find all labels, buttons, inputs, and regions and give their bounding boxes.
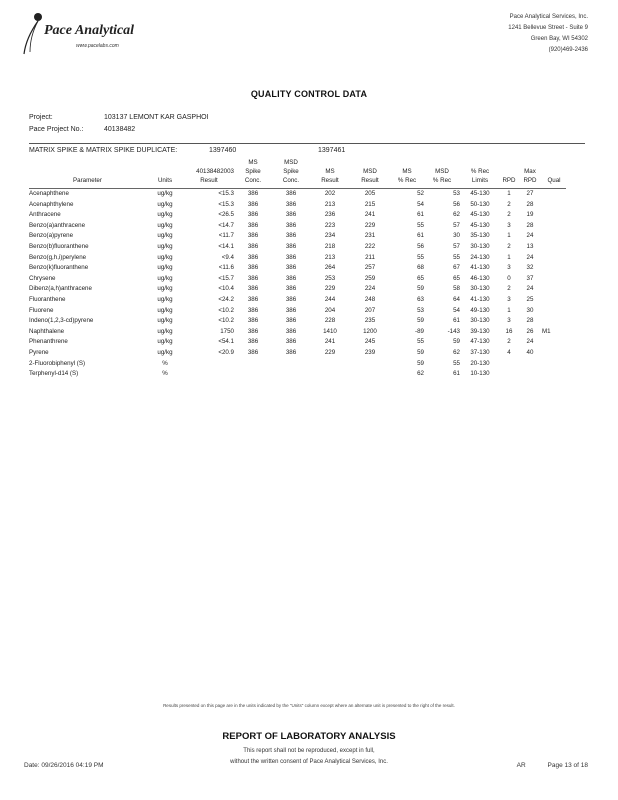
- units-cell: ug/kg: [157, 211, 173, 219]
- limits-cell: 20-130: [470, 359, 490, 367]
- ms-result-cell: 264: [324, 264, 336, 272]
- sample-result-cell: <14.7: [218, 221, 234, 229]
- msd-rec-cell: 61: [453, 317, 460, 325]
- msd-spike-cell: 386: [285, 306, 297, 314]
- ms-rec-cell: 65: [417, 274, 424, 282]
- lab-phone: (920)469-2436: [548, 47, 588, 53]
- rpd-cell: 1: [507, 190, 511, 197]
- table-row: [29, 274, 566, 285]
- units-cell: %: [162, 359, 168, 367]
- rpd-cell: 3: [507, 221, 511, 229]
- ms-rec-cell: 68: [417, 264, 424, 272]
- param-cell: Benzo(a)anthracene: [29, 221, 86, 229]
- param-cell: Fluoranthene: [29, 295, 66, 303]
- sample-result-cell: <9.4: [221, 253, 234, 261]
- msd-result-cell: 235: [364, 317, 376, 325]
- param-cell: Benzo(b)fluoranthene: [29, 242, 89, 250]
- ms-result-cell: 223: [324, 221, 336, 229]
- units-footnote: Results presented on this page are in the units indicated by the "Units" column except where an alternate unit is presented to the right of the result.: [163, 703, 455, 708]
- qual-cell: [542, 337, 566, 348]
- sample-result-cell: <54.1: [218, 338, 234, 346]
- table-row: [29, 369, 566, 380]
- msd-spike-cell: [272, 369, 310, 380]
- ms-result-cell: 228: [324, 317, 336, 325]
- pace-project-label: Pace Project No.:: [29, 126, 84, 133]
- qual-cell: [542, 221, 566, 232]
- msd-result-cell: 257: [364, 264, 376, 272]
- msd-spike-cell: 386: [285, 317, 297, 325]
- limits-cell: 30-130: [470, 317, 490, 325]
- msd-rec-cell: 62: [453, 211, 460, 219]
- max-rpd-cell: 24: [526, 338, 534, 346]
- qual-cell: [542, 231, 566, 242]
- units-cell: ug/kg: [157, 295, 173, 303]
- qual-cell: [542, 263, 566, 274]
- ms-spike-cell: 386: [247, 242, 259, 250]
- msd-rec-cell: 61: [453, 370, 460, 378]
- sample-result-cell: [184, 369, 234, 380]
- table-row: [29, 359, 566, 370]
- max-rpd-cell: 26: [526, 327, 534, 335]
- table-row: [29, 210, 566, 221]
- col-max-rpd: Max RPD: [523, 168, 537, 184]
- max-rpd-cell: 24: [526, 285, 534, 293]
- ms-result-cell: 218: [324, 242, 336, 250]
- table-row: [29, 263, 566, 274]
- lab-name: Pace Analytical Services, Inc.: [509, 14, 588, 20]
- limits-cell: 45-130: [470, 211, 490, 219]
- rpd-cell: 2: [507, 211, 511, 219]
- sample-result-cell: 1750: [220, 327, 234, 335]
- ms-spike-cell: 386: [247, 295, 259, 303]
- max-rpd-cell: 19: [526, 211, 534, 219]
- table-row: [29, 316, 566, 327]
- col-ms-result: MS Result: [321, 168, 339, 184]
- qual-cell: [542, 242, 566, 253]
- limits-cell: 30-130: [470, 242, 490, 250]
- qc-data-table: [29, 158, 566, 380]
- report-disclaimer-line2: without the written consent of Pace Analytical Services, Inc.: [230, 759, 388, 765]
- col-msd-result: MSD Result: [361, 168, 379, 184]
- max-rpd-cell: 32: [526, 264, 534, 272]
- sample-result-cell: <10.2: [218, 317, 234, 325]
- units-cell: ug/kg: [157, 221, 173, 229]
- msd-rec-cell: 53: [453, 190, 460, 197]
- rpd-cell: 2: [507, 285, 511, 293]
- ms-rec-cell: 59: [417, 317, 424, 325]
- msd-result-cell: [350, 369, 390, 380]
- sample-result-cell: <20.9: [218, 348, 234, 356]
- msd-result-cell: 239: [364, 348, 376, 356]
- max-rpd-cell: 28: [526, 317, 534, 325]
- rpd-cell: 1: [507, 253, 511, 261]
- ms-rec-cell: 61: [417, 232, 424, 240]
- msd-rec-cell: 59: [453, 338, 460, 346]
- msd-spike-cell: 386: [285, 221, 297, 229]
- ms-result-cell: 202: [324, 190, 336, 197]
- ms-result-cell: [310, 359, 350, 370]
- msd-spike-cell: 386: [285, 242, 297, 250]
- units-cell: ug/kg: [157, 232, 173, 240]
- msd-result-cell: [350, 359, 390, 370]
- msd-rec-cell: 62: [453, 348, 460, 356]
- col-sample-result: 40138482003 Result: [196, 168, 234, 184]
- report-date: Date: 09/26/2016 04:19 PM: [24, 762, 104, 769]
- rpd-cell: 0: [507, 274, 511, 282]
- rpd-cell: 1: [507, 232, 511, 240]
- ms-rec-cell: 54: [417, 200, 424, 208]
- qual-cell: [542, 316, 566, 327]
- section-divider: [29, 143, 585, 144]
- pace-logo-website: www.pacelabs.com: [76, 43, 119, 49]
- ms-result-cell: 229: [324, 348, 336, 356]
- sample-result-cell: <10.2: [218, 306, 234, 314]
- ms-spike-cell: 386: [247, 221, 259, 229]
- units-cell: ug/kg: [157, 338, 173, 346]
- msd-result-cell: 205: [364, 190, 376, 197]
- sample-result-cell: <15.7: [218, 274, 234, 282]
- ms-spike-cell: 386: [247, 317, 259, 325]
- rpd-cell: [500, 359, 518, 370]
- col-parameter: Parameter: [73, 177, 102, 184]
- param-cell: Benzo(k)fluoranthene: [29, 264, 89, 272]
- pace-project-value: 40138482: [104, 126, 136, 133]
- ms-spike-cell: 386: [247, 274, 259, 282]
- rpd-cell: 2: [507, 200, 511, 208]
- msd-result-cell: 207: [364, 306, 376, 314]
- msd-spike-cell: 386: [285, 211, 297, 219]
- lab-city: Green Bay, WI 54302: [530, 36, 588, 42]
- ms-result-cell: [310, 369, 350, 380]
- table-row: [29, 337, 566, 348]
- ms-result-cell: 213: [324, 253, 336, 261]
- units-cell: ug/kg: [157, 190, 173, 197]
- limits-cell: 10-130: [470, 370, 490, 378]
- param-cell: Acenaphthylene: [29, 200, 74, 208]
- col-msd-spike-conc: MSD Spike Conc.: [282, 159, 300, 184]
- limits-cell: 45-130: [470, 190, 490, 197]
- msd-rec-cell: 65: [453, 274, 460, 282]
- rpd-cell: 3: [507, 317, 511, 325]
- sample-result-cell: <15.3: [218, 190, 234, 197]
- ms-spike-cell: 386: [247, 338, 259, 346]
- limits-cell: 37-130: [470, 348, 490, 356]
- msd-rec-cell: 57: [453, 242, 460, 250]
- col-msd-rec: MSD % Rec: [432, 168, 452, 184]
- col-qual: Qual: [547, 177, 561, 184]
- sample-result-cell: <11.7: [218, 232, 234, 240]
- msd-spike-cell: 386: [285, 348, 297, 356]
- msd-rec-cell: 56: [453, 200, 460, 208]
- max-rpd-cell: 13: [526, 242, 534, 250]
- ms-spike-cell: 386: [247, 285, 259, 293]
- units-cell: ug/kg: [157, 327, 173, 335]
- table-row: [29, 295, 566, 306]
- qual-cell: [542, 210, 566, 221]
- rpd-cell: 3: [507, 264, 511, 272]
- max-rpd-cell: [518, 369, 542, 380]
- max-rpd-cell: 37: [526, 274, 534, 282]
- limits-cell: 49-130: [470, 306, 490, 314]
- project-value: 103137 LEMONT KAR GASPHOI: [104, 114, 209, 121]
- table-header-row: [29, 158, 566, 185]
- msd-rec-cell: 64: [453, 295, 460, 303]
- ms-spike-cell: [234, 359, 272, 370]
- param-cell: Naphthalene: [29, 327, 65, 335]
- ms-rec-cell: 63: [417, 295, 424, 303]
- param-cell: Benzo(a)pyrene: [29, 232, 74, 240]
- rpd-cell: 1: [507, 306, 511, 314]
- col-rec-limits: % Rec Limits: [470, 168, 490, 184]
- ms-rec-cell: 53: [417, 306, 424, 314]
- page-number: Page 13 of 18: [547, 762, 588, 769]
- ms-sample-id: 1397460: [209, 147, 237, 154]
- table-row: [29, 242, 566, 253]
- limits-cell: 39-130: [470, 327, 490, 335]
- col-rpd: RPD: [502, 177, 516, 184]
- qual-cell: [542, 200, 566, 211]
- msd-rec-cell: 67: [453, 264, 460, 272]
- param-cell: Benzo(g,h,i)perylene: [29, 253, 87, 261]
- ms-result-cell: 241: [324, 338, 336, 346]
- limits-cell: 47-130: [470, 338, 490, 346]
- limits-cell: 24-130: [470, 253, 490, 261]
- msd-result-cell: 259: [364, 274, 376, 282]
- ms-result-cell: 244: [324, 295, 336, 303]
- limits-cell: 35-130: [470, 232, 490, 240]
- units-cell: ug/kg: [157, 264, 173, 272]
- units-cell: ug/kg: [157, 285, 173, 293]
- table-row: [29, 221, 566, 232]
- ms-spike-cell: 386: [247, 232, 259, 240]
- msd-rec-cell: 55: [453, 253, 460, 261]
- msd-rec-cell: 30: [453, 232, 460, 240]
- limits-cell: 41-130: [470, 264, 490, 272]
- table-row: [29, 348, 566, 359]
- ms-rec-cell: -89: [415, 327, 424, 335]
- msd-rec-cell: -143: [447, 327, 460, 335]
- msd-spike-cell: 386: [285, 274, 297, 282]
- col-ms-spike-conc: MS Spike Conc.: [244, 159, 262, 184]
- sample-result-cell: <10.4: [218, 285, 234, 293]
- rpd-cell: [500, 369, 518, 380]
- units-cell: %: [162, 370, 168, 378]
- max-rpd-cell: 28: [526, 221, 534, 229]
- limits-cell: 41-130: [470, 295, 490, 303]
- ms-result-cell: 1410: [323, 327, 337, 335]
- sample-result-cell: <24.2: [218, 295, 234, 303]
- max-rpd-cell: 28: [526, 200, 534, 208]
- ms-rec-cell: 55: [417, 338, 424, 346]
- table-row: [29, 327, 566, 338]
- msd-sample-id: 1397461: [318, 147, 346, 154]
- msd-spike-cell: [272, 359, 310, 370]
- ms-rec-cell: 56: [417, 242, 424, 250]
- param-cell: Pyrene: [29, 348, 49, 356]
- ms-rec-cell: 59: [417, 359, 424, 367]
- msd-spike-cell: 386: [285, 285, 297, 293]
- units-cell: ug/kg: [157, 348, 173, 356]
- param-cell: Phenanthrene: [29, 338, 68, 346]
- ms-result-cell: 213: [324, 200, 336, 208]
- param-cell: Terphenyl-d14 (S): [29, 370, 79, 378]
- max-rpd-cell: 30: [526, 306, 534, 314]
- units-cell: ug/kg: [157, 317, 173, 325]
- ms-rec-cell: 52: [417, 190, 424, 197]
- param-cell: Acenaphthene: [29, 190, 69, 197]
- param-cell: Indeno(1,2,3-cd)pyrene: [29, 317, 94, 325]
- page-footer: [517, 762, 588, 769]
- units-cell: ug/kg: [157, 253, 173, 261]
- sample-result-cell: [184, 359, 234, 370]
- qual-cell: M1: [542, 327, 551, 335]
- ms-rec-cell: 55: [417, 221, 424, 229]
- qual-cell: [542, 295, 566, 306]
- rpd-cell: 16: [505, 327, 513, 335]
- msd-result-cell: 224: [364, 285, 376, 293]
- msd-result-cell: 241: [364, 211, 376, 219]
- pace-logo-text: Pace Analytical: [44, 23, 135, 38]
- table-row: [29, 284, 566, 295]
- max-rpd-cell: 27: [526, 190, 534, 197]
- report-title: REPORT OF LABORATORY ANALYSIS: [222, 731, 396, 742]
- msd-rec-cell: 55: [453, 359, 460, 367]
- qual-cell: [542, 306, 566, 317]
- ms-spike-cell: 386: [247, 264, 259, 272]
- msd-result-cell: 231: [364, 232, 376, 240]
- max-rpd-cell: 25: [526, 295, 534, 303]
- msd-spike-cell: 386: [285, 327, 297, 335]
- sample-result-cell: <11.6: [218, 264, 234, 272]
- limits-cell: 30-130: [470, 285, 490, 293]
- ms-rec-cell: 61: [417, 211, 424, 219]
- rpd-cell: 4: [507, 348, 511, 356]
- ms-result-cell: 234: [324, 232, 336, 240]
- msd-rec-cell: 54: [453, 306, 460, 314]
- msd-spike-cell: 386: [285, 190, 297, 197]
- ms-spike-cell: 386: [247, 190, 259, 197]
- msd-spike-cell: 386: [285, 253, 297, 261]
- ms-spike-cell: 386: [247, 306, 259, 314]
- units-cell: ug/kg: [157, 242, 173, 250]
- ms-rec-cell: 62: [417, 370, 424, 378]
- qual-cell: [542, 274, 566, 285]
- sample-result-cell: <14.1: [218, 242, 234, 250]
- msd-result-cell: 248: [364, 295, 376, 303]
- max-rpd-cell: [518, 359, 542, 370]
- msd-result-cell: 211: [365, 253, 375, 261]
- ms-result-cell: 204: [324, 306, 336, 314]
- table-row: [29, 189, 566, 200]
- col-ms-rec: MS % Rec: [397, 168, 417, 184]
- analyst-initials: AR: [516, 762, 526, 769]
- project-label: Project:: [29, 114, 53, 121]
- qual-cell: [542, 359, 566, 370]
- ms-result-cell: 253: [324, 274, 336, 282]
- qual-cell: [542, 369, 566, 380]
- msd-spike-cell: 386: [285, 264, 297, 272]
- table-row: [29, 231, 566, 242]
- max-rpd-cell: 24: [526, 253, 534, 261]
- qual-cell: [542, 253, 566, 264]
- lab-address-block: [508, 12, 588, 56]
- ms-spike-cell: 386: [247, 327, 259, 335]
- msd-spike-cell: 386: [285, 295, 297, 303]
- param-cell: Anthracene: [29, 211, 61, 219]
- rpd-cell: 2: [507, 338, 511, 346]
- ms-rec-cell: 59: [417, 348, 424, 356]
- ms-spike-cell: 386: [247, 211, 259, 219]
- ms-spike-cell: 386: [247, 253, 259, 261]
- msd-spike-cell: 386: [285, 200, 297, 208]
- param-cell: 2-Fluorobiphenyl (S): [29, 359, 86, 367]
- ms-spike-cell: 386: [247, 200, 259, 208]
- msd-rec-cell: 57: [453, 221, 460, 229]
- rpd-cell: 3: [507, 295, 511, 303]
- param-cell: Dibenz(a,h)anthracene: [29, 285, 92, 293]
- ms-rec-cell: 59: [417, 285, 424, 293]
- col-units: Units: [157, 177, 173, 184]
- msd-result-cell: 215: [364, 200, 376, 208]
- msd-spike-cell: 386: [285, 232, 297, 240]
- qual-cell: [542, 189, 566, 200]
- table-row: [29, 200, 566, 211]
- ms-result-cell: 236: [324, 211, 336, 219]
- table-row: [29, 253, 566, 264]
- param-cell: Chrysene: [29, 274, 56, 282]
- sample-result-cell: <26.5: [218, 211, 234, 219]
- msd-spike-cell: 386: [285, 338, 297, 346]
- ms-rec-cell: 55: [417, 253, 424, 261]
- units-cell: ug/kg: [157, 200, 173, 208]
- ms-spike-cell: [234, 369, 272, 380]
- max-rpd-cell: 24: [526, 232, 534, 240]
- matrix-spike-label: MATRIX SPIKE & MATRIX SPIKE DUPLICATE:: [29, 147, 178, 154]
- page-title: QUALITY CONTROL DATA: [250, 89, 368, 99]
- msd-result-cell: 1200: [363, 327, 377, 335]
- limits-cell: 50-130: [470, 200, 490, 208]
- qual-cell: [542, 348, 566, 359]
- msd-result-cell: 229: [364, 221, 376, 229]
- max-rpd-cell: 40: [526, 348, 534, 356]
- msd-rec-cell: 58: [453, 285, 460, 293]
- report-disclaimer-line1: This report shall not be reproduced, except in full,: [243, 748, 375, 754]
- ms-result-cell: 229: [324, 285, 336, 293]
- sample-result-cell: <15.3: [218, 200, 234, 208]
- table-row: [29, 306, 566, 317]
- rpd-cell: 2: [507, 242, 511, 250]
- lab-street: 1241 Bellevue Street - Suite 9: [508, 25, 588, 31]
- limits-cell: 45-130: [470, 221, 490, 229]
- qual-cell: [542, 284, 566, 295]
- msd-result-cell: 245: [364, 338, 376, 346]
- param-cell: Fluorene: [29, 306, 54, 314]
- limits-cell: 46-130: [470, 274, 490, 282]
- units-cell: ug/kg: [157, 306, 173, 314]
- msd-result-cell: 222: [364, 242, 376, 250]
- ms-spike-cell: 386: [247, 348, 259, 356]
- units-cell: ug/kg: [157, 274, 173, 282]
